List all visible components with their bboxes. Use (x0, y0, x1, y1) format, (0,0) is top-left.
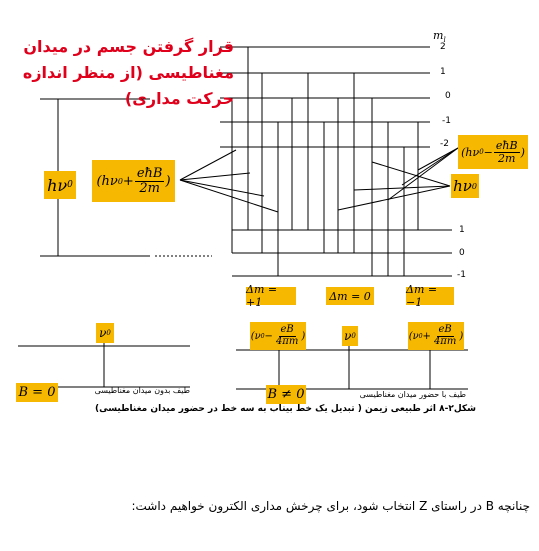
delta-m-0: Δm = 0 (326, 287, 374, 305)
delta-m-minus1: Δm = −1 (406, 287, 454, 305)
formula-nu-plus: (ν 0 + $\frac{eB}{4\pi m}$ ) (408, 322, 464, 350)
m-label-neg2: -2 (440, 139, 449, 149)
b-zero-label: B = 0 (16, 383, 58, 402)
m-label-0: 0 (445, 91, 451, 101)
b-nonzero-label: B ≠ 0 (267, 387, 305, 402)
h-nu-left-label: hν 0 (44, 171, 76, 199)
lower-m-label-neg1: -1 (457, 270, 466, 280)
lower-m-label-0: 0 (459, 248, 465, 258)
h-nu-right-label: hν 0 (451, 174, 479, 198)
caption-with-field: طیف با حضور میدان مغناطیسی (359, 390, 466, 399)
nu0-label-with-field: ν 0 (342, 326, 358, 346)
formula-minus-energy: (hν 0 − $\frac{\text{eħB}}{2m}$ ) (458, 135, 528, 169)
m-label-2: 2 (440, 42, 446, 52)
body-paragraph: چنانچه B در راستای Z انتخاب شود، برای چرخش مداری الکترون خواهیم داشت: (131, 499, 530, 513)
formula-nu-minus: (ν 0 − $\frac{eB}{4\pi m}$ ) (250, 322, 306, 350)
figure-title: قرار گرفتن جسم در میدان مغناطیسی (از منظر اندازه حرکت مداری) (22, 37, 234, 108)
caption-no-field: طیف بدون میدان مغناطیسی (94, 386, 190, 395)
m-axis-label: $m_l$ (433, 29, 446, 45)
lower-m-label-1: 1 (459, 225, 465, 235)
nu0-label-no-field: ν 0 (96, 323, 114, 343)
pointer-line (418, 148, 458, 170)
delta-m-plus1: Δm = +1 (246, 287, 296, 305)
m-label-1: 1 (440, 67, 446, 77)
figure-caption: شکل۲-۸ اثر طبیعی زیمن ( تبدیل یک خط بیناب به سه خط در حضور میدان مغناطیسی) (95, 404, 476, 414)
m-label-neg1: -1 (442, 116, 451, 126)
formula-plus-energy: (hν 0 + $\frac{\text{eħB}}{2m}$ ) (92, 160, 175, 202)
